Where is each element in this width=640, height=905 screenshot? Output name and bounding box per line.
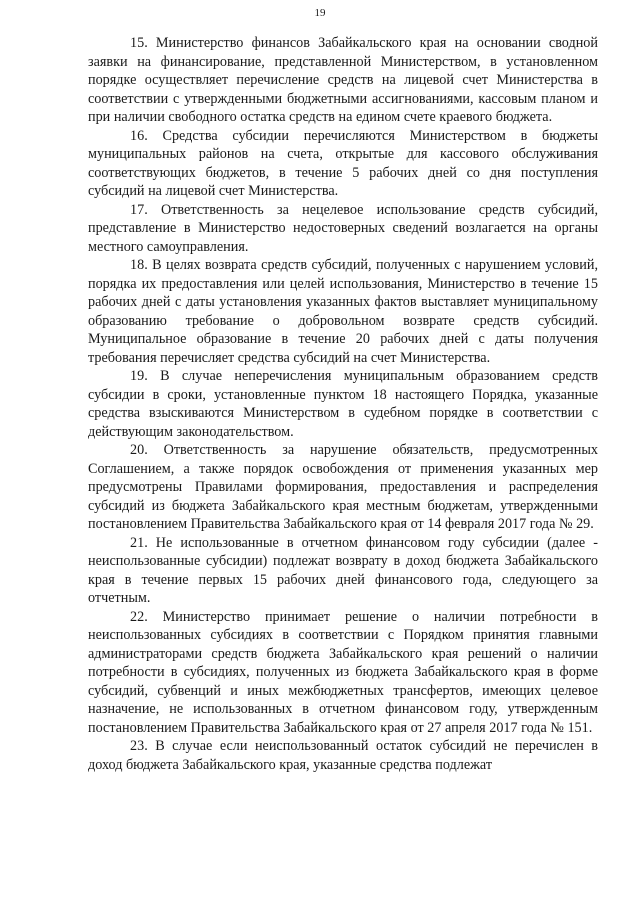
paragraph-23: 23. В случае если неиспользованный остаток субсидий не перечислен в доход бюджета Забайкальского края, указанные средства подлежат xyxy=(88,738,598,773)
page-number: 19 xyxy=(314,7,326,19)
paragraph-20: 20. Ответственность за нарушение обязательств, предусмотренных Соглашением, а также порядок освобождения от применения указанных мер предусмотрены Правилами формирования, предоставления и распределения субсидий из бюджета Забайкальского края местным бюджетам, утвержденными постановлением Правительства Забайкальского края от 14 февраля 2017 года № 29. xyxy=(88,442,598,532)
paragraph-17: 17. Ответственность за нецелевое использование средств субсидий, представление в Министерство недостоверных сведений возлагается на органы местного самоуправления. xyxy=(88,201,598,255)
paragraph-19: 19. В случае неперечисления муниципальным образованием средств субсидии в сроки, установленные пунктом 18 настоящего Порядка, указанные средства взыскиваются Министерством в судебном порядке в соответствии с действующим законодательством. xyxy=(88,368,598,440)
paragraph-15: 15. Министерство финансов Забайкальского края на основании сводной заявки на финансирование, представленной Министерством, в установленном порядке осуществляет перечисление средств на лицевой счет Министерства в соответствии с утвержденными бюджетными ассигнованиями, кассовым планом и при наличии свободного остатка средств на едином счете краевого бюджета. xyxy=(88,35,598,125)
paragraph-16: 16. Средства субсидии перечисляются Министерством в бюджеты муниципальных районов на счета, открытые для кассового обслуживания соответствующих бюджетов, в течение 5 рабочих дней со дня поступления субсидий на лицевой счет Министерства. xyxy=(88,127,598,199)
document-body xyxy=(88,34,598,774)
paragraph-21: 21. Не использованные в отчетном финансовом году субсидии (далее - неиспользованные субсидии) подлежат возврату в доход бюджета Забайкальского края в течение первых 15 рабочих дней финансового года, следующего за отчетным. xyxy=(88,534,598,606)
paragraph-22: 22. Министерство принимает решение о наличии потребности в неиспользованных субсидиях в соответствии с Порядком принятия главными администраторами средств бюджета Забайкальского края решений о наличии потребности в субсидиях, полученных из бюджета Забайкальского края в форме субсидий, субвенций и иных межбюджетных трансфертов, имеющих целевое назначение, не использованных в отчетном финансовом году, утвержденным постановлением Правительства Забайкальского края от 27 апреля 2017 года № 151. xyxy=(88,608,598,736)
paragraph-18: 18. В целях возврата средств субсидий, полученных с нарушением условий, порядка их предоставления или целей использования, Министерство в течение 15 рабочих дней с даты установления указанных фактов выставляет муниципальному образованию требование о добровольном возврате средств субсидий. Муниципальное образование в течение 20 рабочих дней с даты получения требования перечисляет средства субсидий на счет Министерства. xyxy=(88,257,598,366)
